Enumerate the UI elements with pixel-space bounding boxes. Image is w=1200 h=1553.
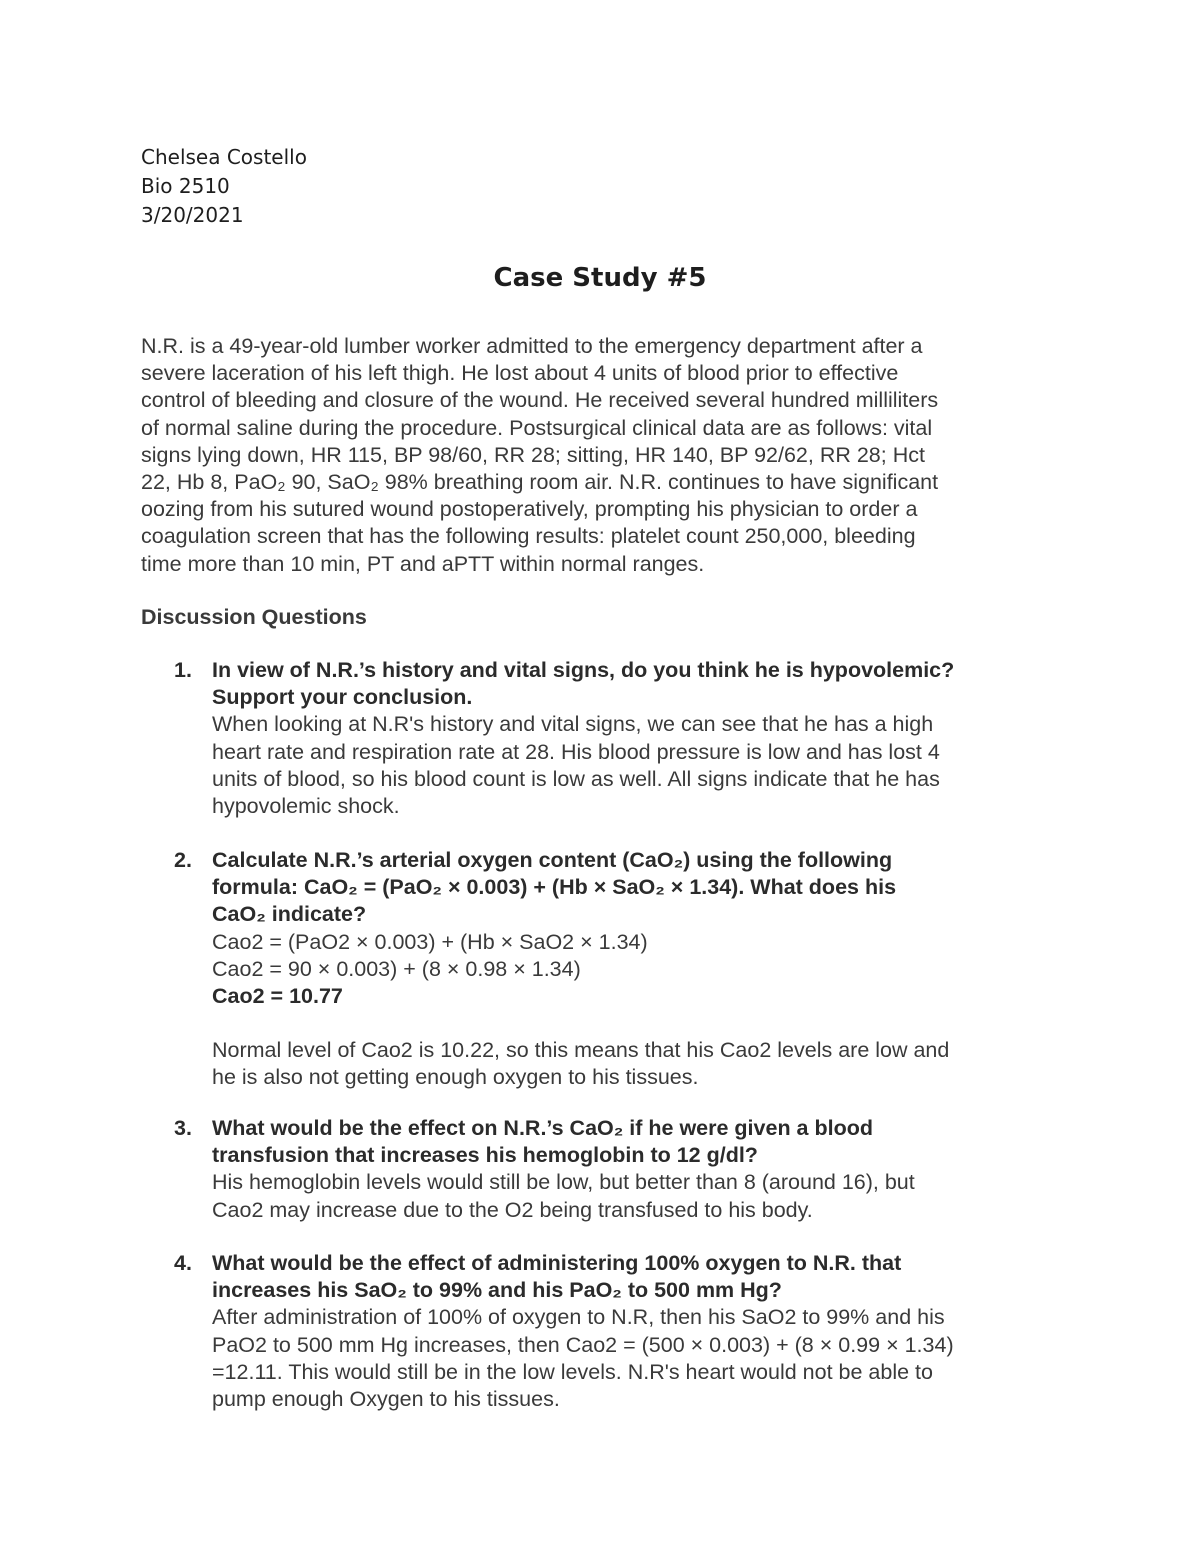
answer-text: Normal level of Cao2 is 10.22, so this means that his Cao2 levels are low and bbox=[212, 1038, 950, 1063]
case-line: severe laceration of his left thigh. He lost about 4 units of blood prior to effective bbox=[141, 361, 899, 386]
formula-line: Cao2 = (PaO2 × 0.003) + (Hb × SaO2 × 1.34) bbox=[212, 929, 648, 954]
answer-text: pump enough Oxygen to his tissues. bbox=[212, 1387, 560, 1412]
case-line: control of bleeding and closure of the wound. He received several hundred milliliters bbox=[141, 388, 939, 413]
answer-text: heart rate and respiration rate at 28. His blood pressure is low and has lost 4 bbox=[212, 739, 940, 764]
author-name: Chelsea Costello bbox=[141, 145, 307, 169]
question-text: In view of N.R.’s history and vital signs, do you think he is hypovolemic? bbox=[212, 658, 955, 682]
question-text: Calculate N.R.’s arterial oxygen content (CaO₂) using the following bbox=[212, 848, 893, 872]
answer-text: PaO2 to 500 mm Hg increases, then Cao2 = (500 × 0.003) + (8 × 0.99 × 1.34) bbox=[212, 1332, 954, 1357]
paragraph-gap bbox=[212, 1010, 1072, 1037]
answer-text: =12.11. This would still be in the low levels. N.R's heart would not be able to bbox=[212, 1359, 933, 1384]
question-body bbox=[212, 657, 1072, 820]
question-text: transfusion that increases his hemoglobin to 12 g/dl? bbox=[212, 1143, 758, 1168]
question-text: Support your conclusion. bbox=[212, 685, 473, 710]
question-body bbox=[212, 1115, 1072, 1224]
answer-text: hypovolemic shock. bbox=[212, 794, 400, 819]
answer-text: When looking at N.R's history and vital signs, we can see that he has a high bbox=[212, 712, 934, 737]
discussion-heading: Discussion Questions bbox=[141, 605, 367, 629]
page-title: Case Study #5 bbox=[493, 263, 707, 293]
question-text: CaO₂ indicate? bbox=[212, 902, 367, 927]
answer-text: Cao2 may increase due to the O2 being transfused to his body. bbox=[212, 1197, 813, 1222]
case-line: signs lying down, HR 115, BP 98/60, RR 28; sitting, HR 140, BP 92/62, RR 28; Hct bbox=[141, 442, 925, 467]
question-text: increases his SaO₂ to 99% and his PaO₂ to 500 mm Hg? bbox=[212, 1278, 782, 1303]
formula-line: Cao2 = 90 × 0.003) + (8 × 0.98 × 1.34) bbox=[212, 956, 581, 981]
answer-text: units of blood, so his blood count is low as well. All signs indicate that he has bbox=[212, 766, 940, 791]
answer-text: After administration of 100% of oxygen to N.R, then his SaO2 to 99% and his bbox=[212, 1305, 945, 1330]
case-line: oozing from his sutured wound postoperatively, prompting his physician to order a bbox=[141, 497, 918, 522]
document-header bbox=[141, 143, 307, 230]
question-body bbox=[212, 847, 1072, 1092]
answer-text: His hemoglobin levels would still be low, but better than 8 (around 16), but bbox=[212, 1170, 915, 1195]
question-number: 1. bbox=[174, 658, 192, 682]
question-text: formula: CaO₂ = (PaO₂ × 0.003) + (Hb × SaO₂ × 1.34). What does his bbox=[212, 875, 897, 900]
question-body bbox=[212, 1250, 1072, 1413]
case-line: N.R. is a 49-year-old lumber worker admitted to the emergency department after a bbox=[141, 334, 923, 358]
question-number: 3. bbox=[174, 1116, 192, 1140]
case-description bbox=[141, 333, 1051, 578]
question-number: 4. bbox=[174, 1251, 192, 1275]
formula-result: Cao2 = 10.77 bbox=[212, 984, 343, 1009]
question-number: 2. bbox=[174, 848, 192, 872]
case-line: of normal saline during the procedure. Postsurgical clinical data are as follows: vital bbox=[141, 415, 933, 440]
case-line: 22, Hb 8, PaO₂ 90, SaO₂ 98% breathing room air. N.R. continues to have significant bbox=[141, 470, 939, 495]
case-line: coagulation screen that has the following results: platelet count 250,000, bleeding bbox=[141, 524, 916, 549]
document-date: 3/20/2021 bbox=[141, 203, 244, 227]
question-text: What would be the effect on N.R.’s CaO₂ if he were given a blood bbox=[212, 1116, 873, 1140]
answer-text: he is also not getting enough oxygen to his tissues. bbox=[212, 1065, 699, 1090]
course-code: Bio 2510 bbox=[141, 174, 230, 198]
question-text: What would be the effect of administering 100% oxygen to N.R. that bbox=[212, 1251, 902, 1275]
case-line: time more than 10 min, PT and aPTT within normal ranges. bbox=[141, 551, 705, 576]
